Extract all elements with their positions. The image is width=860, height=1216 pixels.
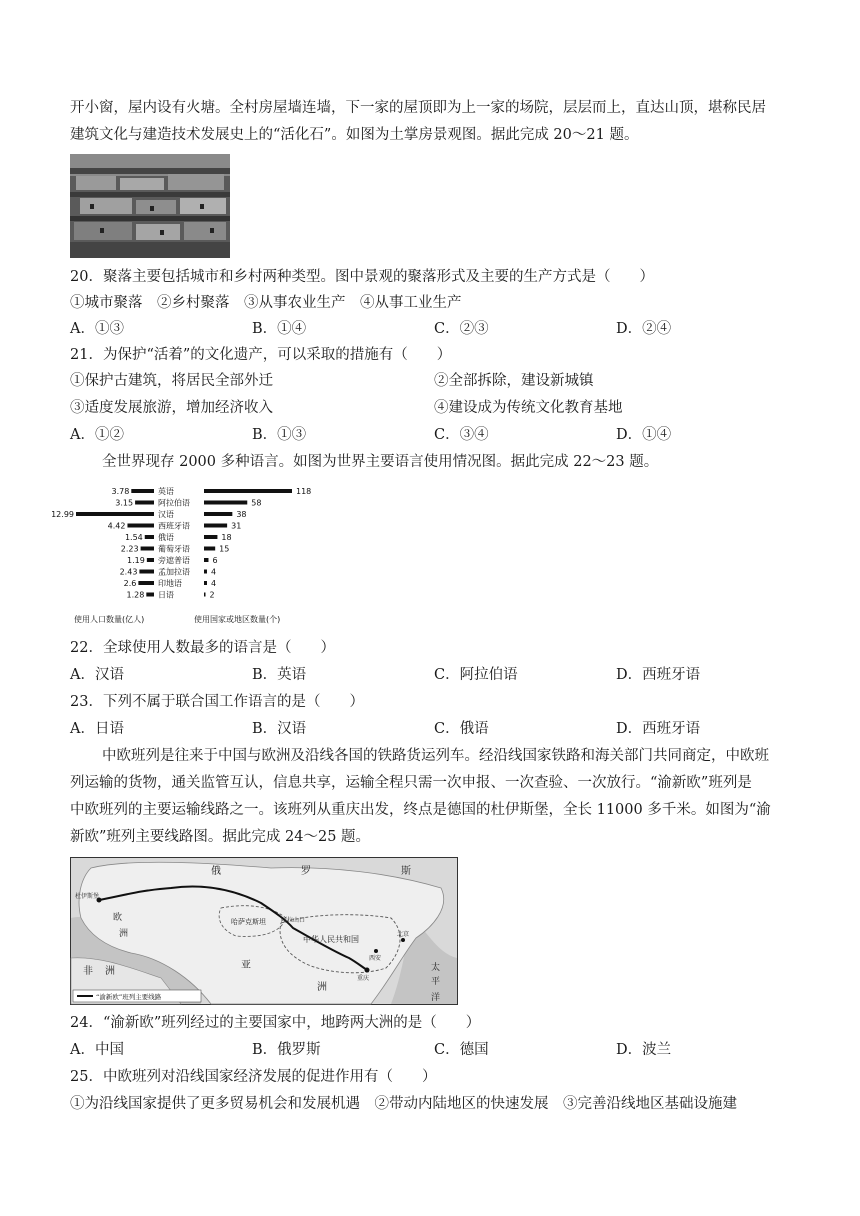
intro-railway-line-1: 中欧班列是往来于中国与欧洲及沿线各国的铁路货运列车。经沿线国家铁路和海关部门共同商定，中欧班: [102, 748, 769, 764]
intro-railway-line-4: 新欧”班列主要线路图。据此完成 24～25 题。: [70, 829, 371, 845]
population-value-label: 3.15: [115, 498, 134, 508]
q24-option-d[interactable]: D．波兰: [616, 1042, 672, 1058]
population-value-label: 4.42: [107, 521, 126, 531]
country-count-bar: [204, 570, 207, 574]
intro-line-1: 开小窗，屋内设有火塘。全村房屋墙连墙，下一家的屋顶即为上一家的场院，层层而上，直达山顶，堪称民居: [70, 100, 766, 116]
country-count-bar: [204, 535, 217, 539]
population-value-label: 1.28: [126, 590, 145, 600]
language-chart: [51, 480, 315, 628]
language-category-label: 俄语: [158, 533, 174, 542]
country-count-value-label: 6: [212, 556, 218, 565]
map-label-pacific-3: 洋: [431, 993, 441, 1003]
question-21-item-3: ③适度发展旅游，增加经济收入: [70, 400, 273, 416]
population-bar: [131, 489, 154, 493]
q22-option-b[interactable]: B．英语: [252, 667, 307, 683]
question-25-items: ①为沿线国家提供了更多贸易机会和发展机遇 ②带动内陆地区的快速发展 ③完善沿线地区基础设施建: [70, 1096, 737, 1112]
map-label-duisburg: 杜伊斯堡: [75, 893, 100, 900]
population-value-label: 12.99: [51, 510, 74, 519]
intro-railway-line-3: 中欧班列的主要运输线路之一。该班列从重庆出发，终点是德国的杜伊斯堡，全长 11000 多千米。如图为“渝: [70, 802, 771, 818]
q21-option-b[interactable]: B．①③: [252, 427, 307, 443]
population-axis-label: 使用人口数量(亿人): [74, 615, 145, 624]
question-21-stem: 21．为保护“活着”的文化遗产，可以采取的措施有（ ）: [70, 347, 452, 363]
map-label-kazakhstan: 哈萨克斯坦: [231, 918, 266, 926]
country-count-value-label: 2: [209, 590, 215, 600]
population-bar: [146, 593, 154, 597]
population-value-label: 2.43: [119, 567, 138, 577]
q23-option-b[interactable]: B．汉语: [252, 721, 307, 737]
language-category-label: 英语: [158, 487, 174, 496]
population-bar: [141, 547, 154, 551]
question-20-stem: 20．聚落主要包括城市和乡村两种类型。图中景观的聚落形式及主要的生产方式是（ ）: [70, 269, 654, 285]
country-count-value-label: 4: [210, 579, 217, 588]
question-21-item-4: ④建设成为传统文化教育基地: [434, 400, 623, 416]
population-bar: [138, 581, 154, 585]
map-label-europe-2: 洲: [119, 929, 129, 939]
question-21-item-1: ①保护古建筑，将居民全部外迁: [70, 373, 273, 389]
country-count-bar: [204, 501, 247, 505]
language-category-label: 旁遮普语: [158, 556, 190, 565]
population-bar: [147, 558, 154, 562]
intro-railway-line-2: 列运输的货物，通关监管互认，信息共享，运输全程只需一次申报、一次查验、一次放行。“渝新欧”班列是: [70, 775, 752, 791]
map-label-africa-1: 非: [83, 966, 93, 977]
map-label-pacific-1: 太: [431, 963, 441, 973]
q24-option-a[interactable]: A．中国: [70, 1042, 124, 1058]
q22-option-c[interactable]: C．阿拉伯语: [434, 667, 518, 683]
q20-option-b[interactable]: B．①④: [252, 321, 307, 337]
question-23-stem: 23．下列不属于联合国工作语言的是（ ）: [70, 694, 364, 710]
language-category-label: 西班牙语: [158, 521, 190, 531]
railway-route-map: [70, 857, 458, 1005]
map-label-europe-1: 欧: [113, 913, 123, 923]
intro-language: 全世界现存 2000 多种语言。如图为世界主要语言使用情况图。据此完成 22～23 题。: [102, 454, 659, 470]
country-axis-label: 使用国家或地区数量(个): [194, 615, 281, 624]
map-label-alashankou: 阿拉山口: [281, 917, 306, 924]
country-count-value-label: 58: [251, 498, 262, 508]
question-20-items: ①城市聚落 ②乡村聚落 ③从事农业生产 ④从事工业生产: [70, 295, 462, 311]
q20-option-c[interactable]: C．②③: [434, 321, 489, 337]
language-category-label: 孟加拉语: [158, 567, 190, 577]
q24-option-b[interactable]: B．俄罗斯: [252, 1042, 321, 1058]
map-label-beijing: 北京: [397, 931, 410, 938]
map-label-russia-1: 俄: [211, 866, 221, 877]
map-label-chongqing: 重庆: [357, 975, 370, 982]
country-count-value-label: 15: [219, 544, 230, 554]
q22-option-d[interactable]: D．西班牙语: [616, 667, 701, 683]
q23-option-c[interactable]: C．俄语: [434, 721, 489, 737]
country-count-bar: [204, 524, 227, 528]
country-count-bar: [204, 581, 207, 585]
population-value-label: 1.19: [127, 556, 145, 565]
map-label-asia-2: 洲: [317, 982, 327, 993]
language-category-label: 汉语: [158, 510, 174, 519]
population-bar: [139, 570, 154, 574]
q20-option-a[interactable]: A．①③: [70, 321, 124, 337]
country-count-bar: [204, 489, 292, 493]
map-legend: “渝新欧”班列主要线路: [96, 993, 162, 1001]
q23-option-d[interactable]: D．西班牙语: [616, 721, 701, 737]
earthen-houses-photo: [70, 154, 230, 258]
map-label-russia-2: 罗: [301, 866, 311, 877]
map-label-russia-3: 斯: [401, 866, 411, 877]
question-21-item-2: ②全部拆除，建设新城镇: [434, 373, 594, 389]
question-24-stem: 24．“渝新欧”班列经过的主要国家中，地跨两大洲的是（ ）: [70, 1015, 481, 1031]
map-label-china: 中华人民共和国: [303, 935, 359, 944]
country-count-value-label: 18: [221, 533, 232, 542]
language-category-label: 阿拉伯语: [158, 498, 190, 508]
map-label-xian: 西安: [369, 955, 382, 962]
q23-option-a[interactable]: A．日语: [70, 721, 124, 737]
country-count-value-label: 31: [231, 521, 242, 531]
country-count-bar: [204, 547, 215, 551]
language-category-label: 葡萄牙语: [158, 544, 190, 554]
population-value-label: 2.6: [123, 579, 137, 588]
question-25-stem: 25．中欧班列对沿线国家经济发展的促进作用有（ ）: [70, 1069, 437, 1085]
map-label-pacific-2: 平: [431, 977, 441, 987]
q21-option-a[interactable]: A．①②: [70, 427, 124, 443]
q20-option-d[interactable]: D．②④: [616, 321, 672, 337]
intro-line-2: 建筑文化与建造技术发展史上的“活化石”。如图为土掌房景观图。据此完成 20～21 题。: [70, 127, 639, 143]
q22-option-a[interactable]: A．汉语: [70, 667, 124, 683]
population-bar: [76, 512, 154, 516]
language-category-label: 印地语: [158, 579, 182, 588]
q24-option-c[interactable]: C．德国: [434, 1042, 489, 1058]
population-bar: [127, 524, 154, 528]
country-count-bar: [204, 593, 206, 597]
population-bar: [135, 501, 154, 505]
q21-option-c[interactable]: C．③④: [434, 427, 489, 443]
language-category-label: 日语: [158, 590, 174, 600]
country-count-bar: [204, 558, 208, 562]
country-count-value-label: 4: [210, 567, 217, 577]
country-count-value-label: 38: [236, 510, 247, 519]
q21-option-d[interactable]: D．①④: [616, 427, 672, 443]
map-label-asia-1: 亚: [241, 960, 251, 971]
population-value-label: 2.23: [120, 544, 139, 554]
question-22-stem: 22．全球使用人数最多的语言是（ ）: [70, 640, 335, 656]
population-bar: [145, 535, 154, 539]
map-label-africa-2: 洲: [105, 966, 115, 977]
population-value-label: 1.54: [124, 533, 143, 542]
country-count-bar: [204, 512, 232, 516]
population-value-label: 3.78: [111, 487, 130, 496]
country-count-value-label: 118: [296, 487, 312, 496]
